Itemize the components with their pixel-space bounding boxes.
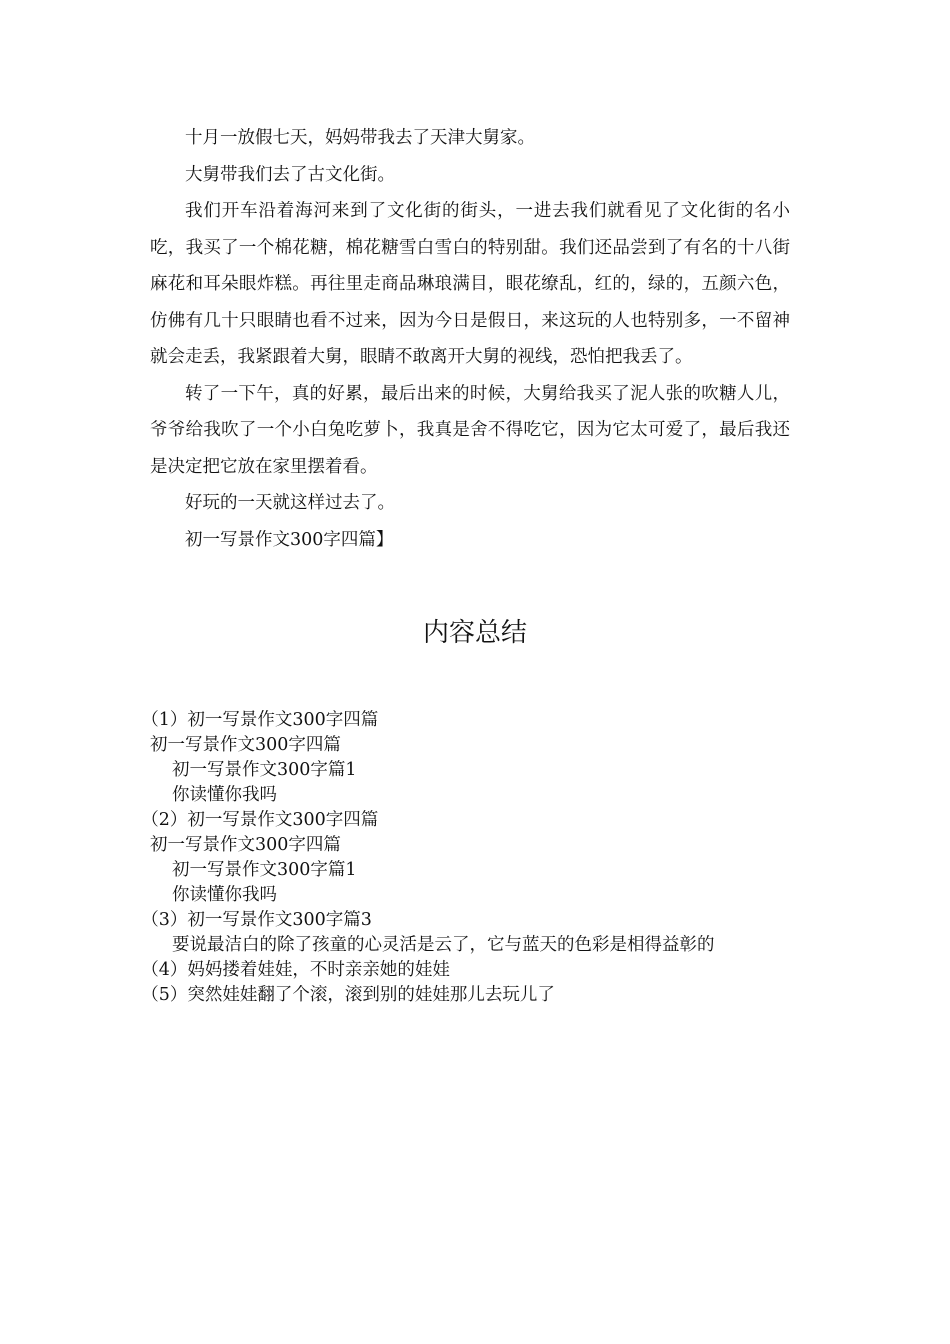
summary-item-subline: 初一写景作文300字篇1 (172, 860, 357, 880)
summary-item-line: 初一写景作文300字四篇 (150, 835, 341, 855)
summary-item-heading: （2）初一写景作文300字四篇 (141, 810, 379, 830)
summary-item-wrapped-text: 要说最洁白的除了孩童的心灵活是云了，它与蓝天的色彩是相得益彰的 (172, 935, 715, 955)
summary-title: 内容总结 (422, 618, 527, 648)
essay-paragraph: 转了一下午，真的好累，最后出来的时候，大舅给我买了泥人张的吹糖人儿，爷爷给我吹了一个小白兔吃萝卜，我真是舍不得吃它，因为它太可爱了，最后我还是决定把它放在家里摆着看。 (150, 383, 790, 477)
summary-item-heading: （5）突然娃娃翻了个滚，滚到别的娃娃那儿去玩儿了 (141, 985, 555, 1005)
essay-paragraph: 初一写景作文300字四篇】 (185, 529, 394, 550)
summary-list (141, 708, 800, 1008)
essay-body (150, 120, 790, 558)
summary-item-heading: （4）妈妈搂着娃娃，不时亲亲她的娃娃 (141, 960, 450, 980)
essay-paragraph: 我们开车沿着海河来到了文化街的街头，一进去我们就看见了文化街的名小吃，我买了一个棉花糖，棉花糖雪白雪白的特别甜。我们还品尝到了有名的十八街麻花和耳朵眼炸糕。再往里走商品琳琅满目，眼花缭乱，红的，绿的，五颜六色，仿佛有几十只眼睛也看不过来，因为今日是假日，来这玩的人也特别多，一不留神就会走丢，我紧跟着大舅，眼睛不敢离开大舅的视线，恐怕把我丢了。 (150, 201, 790, 367)
summary-item-heading: （1）初一写景作文300字四篇 (141, 710, 379, 730)
summary-item-subline: 初一写景作文300字篇1 (172, 760, 357, 780)
summary-item-line: 初一写景作文300字四篇 (150, 735, 341, 755)
essay-paragraph: 十月一放假七天，妈妈带我去了天津大舅家。 (185, 128, 535, 148)
summary-item-subline: 你读懂你我吗 (172, 885, 277, 905)
summary-item-subline: 你读懂你我吗 (172, 785, 277, 805)
essay-paragraph: 好玩的一天就这样过去了。 (185, 493, 395, 513)
summary-item-heading: （3）初一写景作文300字篇3 (141, 910, 372, 930)
essay-paragraph: 大舅带我们去了古文化街。 (185, 164, 395, 185)
